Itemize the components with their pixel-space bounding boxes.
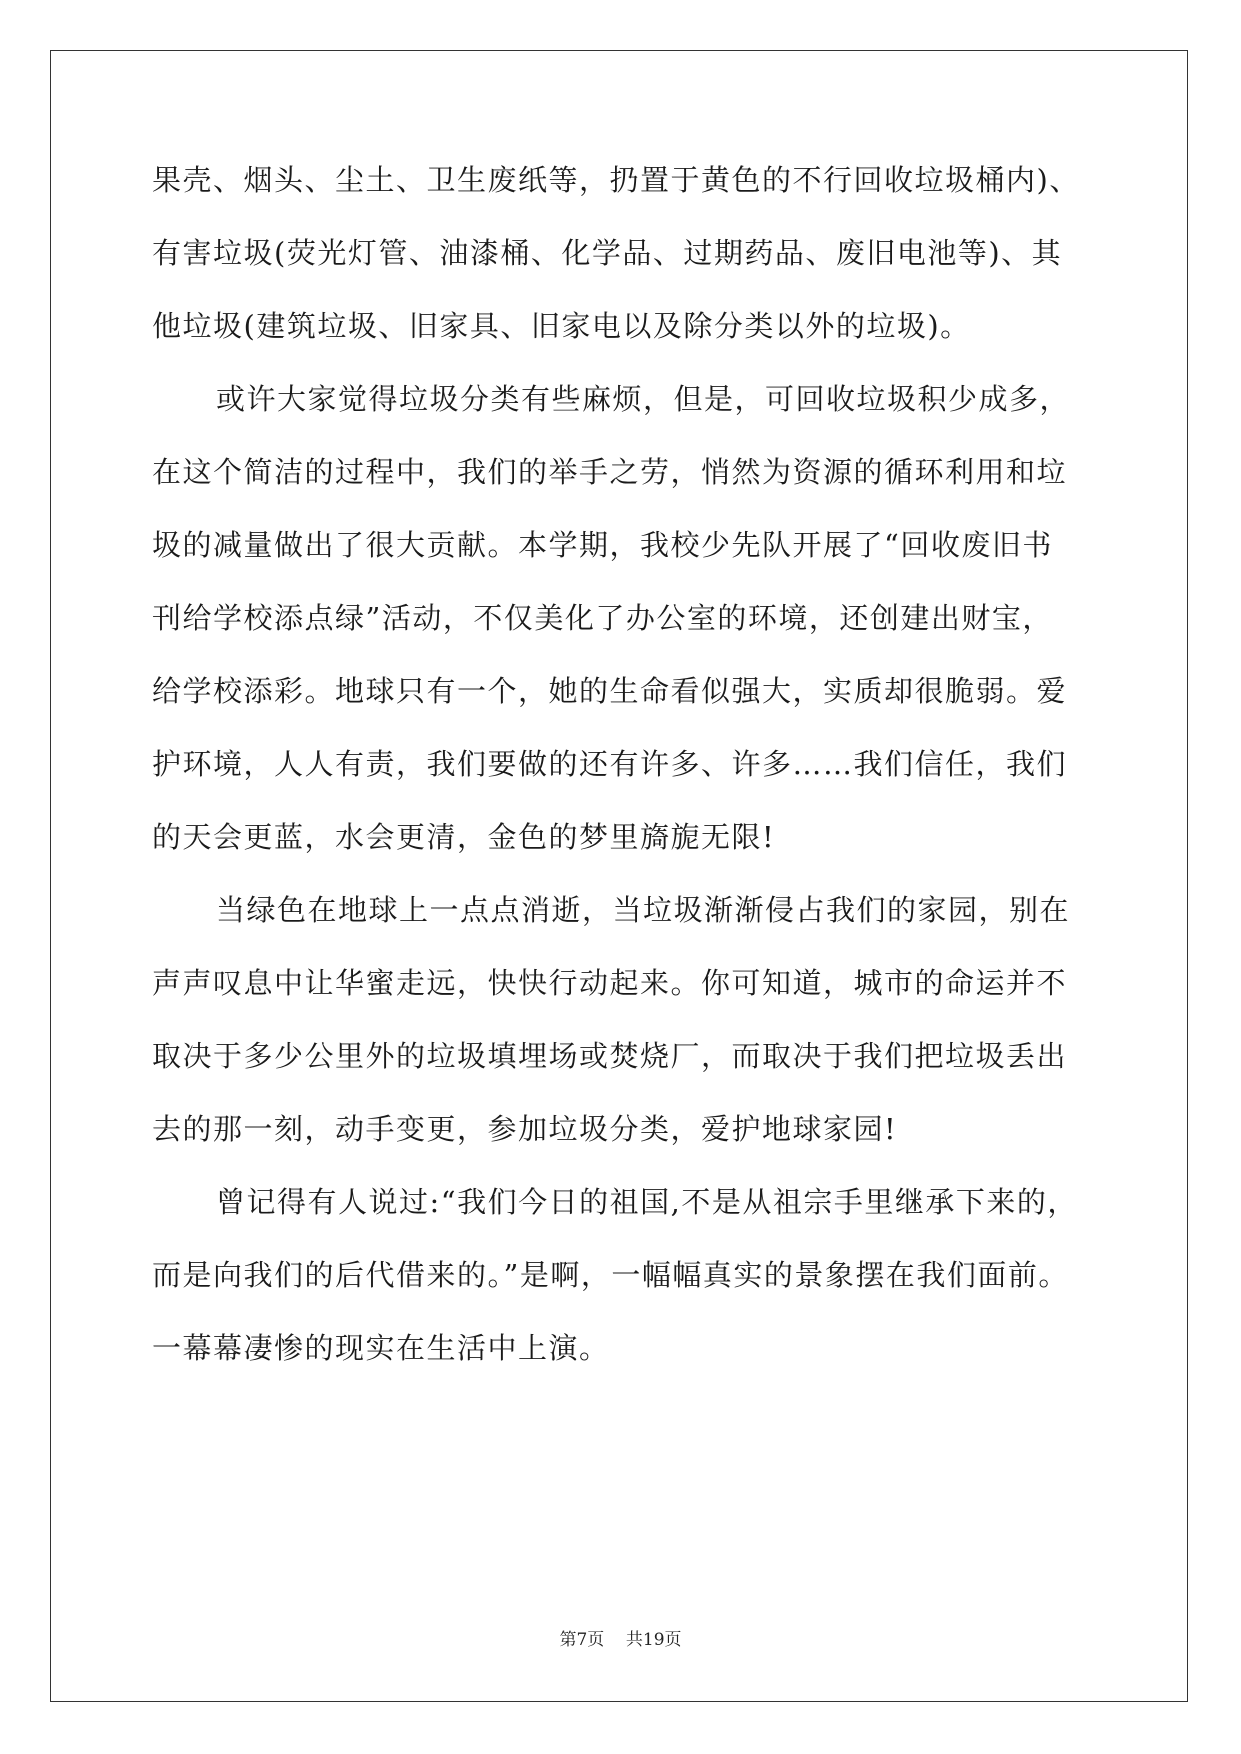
- text-line: 在这个简洁的过程中，我们的举手之劳，悄然为资源的循环利用和垃: [152, 455, 1068, 489]
- text-line: 给学校添彩。地球只有一个，她的生命看似强大，实质却很脆弱。爱: [152, 674, 1068, 708]
- paragraph-start-line: 曾记得有人说过:“我们今日的祖国,不是从祖宗手里继承下来的，: [216, 1185, 1078, 1219]
- page-footer: [0, 1625, 1241, 1650]
- page-total: 共19页: [625, 1630, 682, 1650]
- text-line: 有害垃圾(荧光灯管、油漆桶、化学品、过期药品、废旧电池等)、其: [152, 236, 1063, 270]
- text-line: 果壳、烟头、尘土、卫生废纸等，扔置于黄色的不行回收垃圾桶内)、: [152, 163, 1080, 197]
- text-line: 他垃圾(建筑垃圾、旧家具、旧家电以及除分类以外的垃圾)。: [152, 309, 971, 343]
- text-line: 去的那一刻，动手变更，参加垃圾分类，爱护地球家园!: [152, 1112, 898, 1146]
- text-line: 取决于多少公里外的垃圾填埋场或焚烧厂，而取决于我们把垃圾丢出: [152, 1039, 1068, 1073]
- text-line: 而是向我们的后代借来的。”是啊，一幅幅真实的景象摆在我们面前。: [152, 1258, 1069, 1292]
- page-number: 第7页: [559, 1630, 605, 1650]
- paragraph-start-line: 当绿色在地球上一点点消逝，当垃圾渐渐侵占我们的家园，别在: [216, 893, 1071, 927]
- text-line: 刊给学校添点绿”活动，不仅美化了办公室的环境，还创建出财宝，: [152, 601, 1053, 635]
- text-line: 的天会更蓝，水会更清，金色的梦里旖旎无限!: [152, 820, 776, 854]
- page-border: [50, 50, 1188, 1702]
- paragraph-start-line: 或许大家觉得垃圾分类有些麻烦，但是，可回收垃圾积少成多，: [216, 382, 1071, 416]
- text-line: 一幕幕凄惨的现实在生活中上演。: [152, 1331, 610, 1365]
- text-line: 护环境，人人有责，我们要做的还有许多、许多……我们信任，我们: [152, 747, 1068, 781]
- text-line: 声声叹息中让华蜜走远，快快行动起来。你可知道，城市的命运并不: [152, 966, 1068, 1000]
- text-line: 圾的减量做出了很大贡献。本学期，我校少先队开展了“回收废旧书: [152, 528, 1053, 562]
